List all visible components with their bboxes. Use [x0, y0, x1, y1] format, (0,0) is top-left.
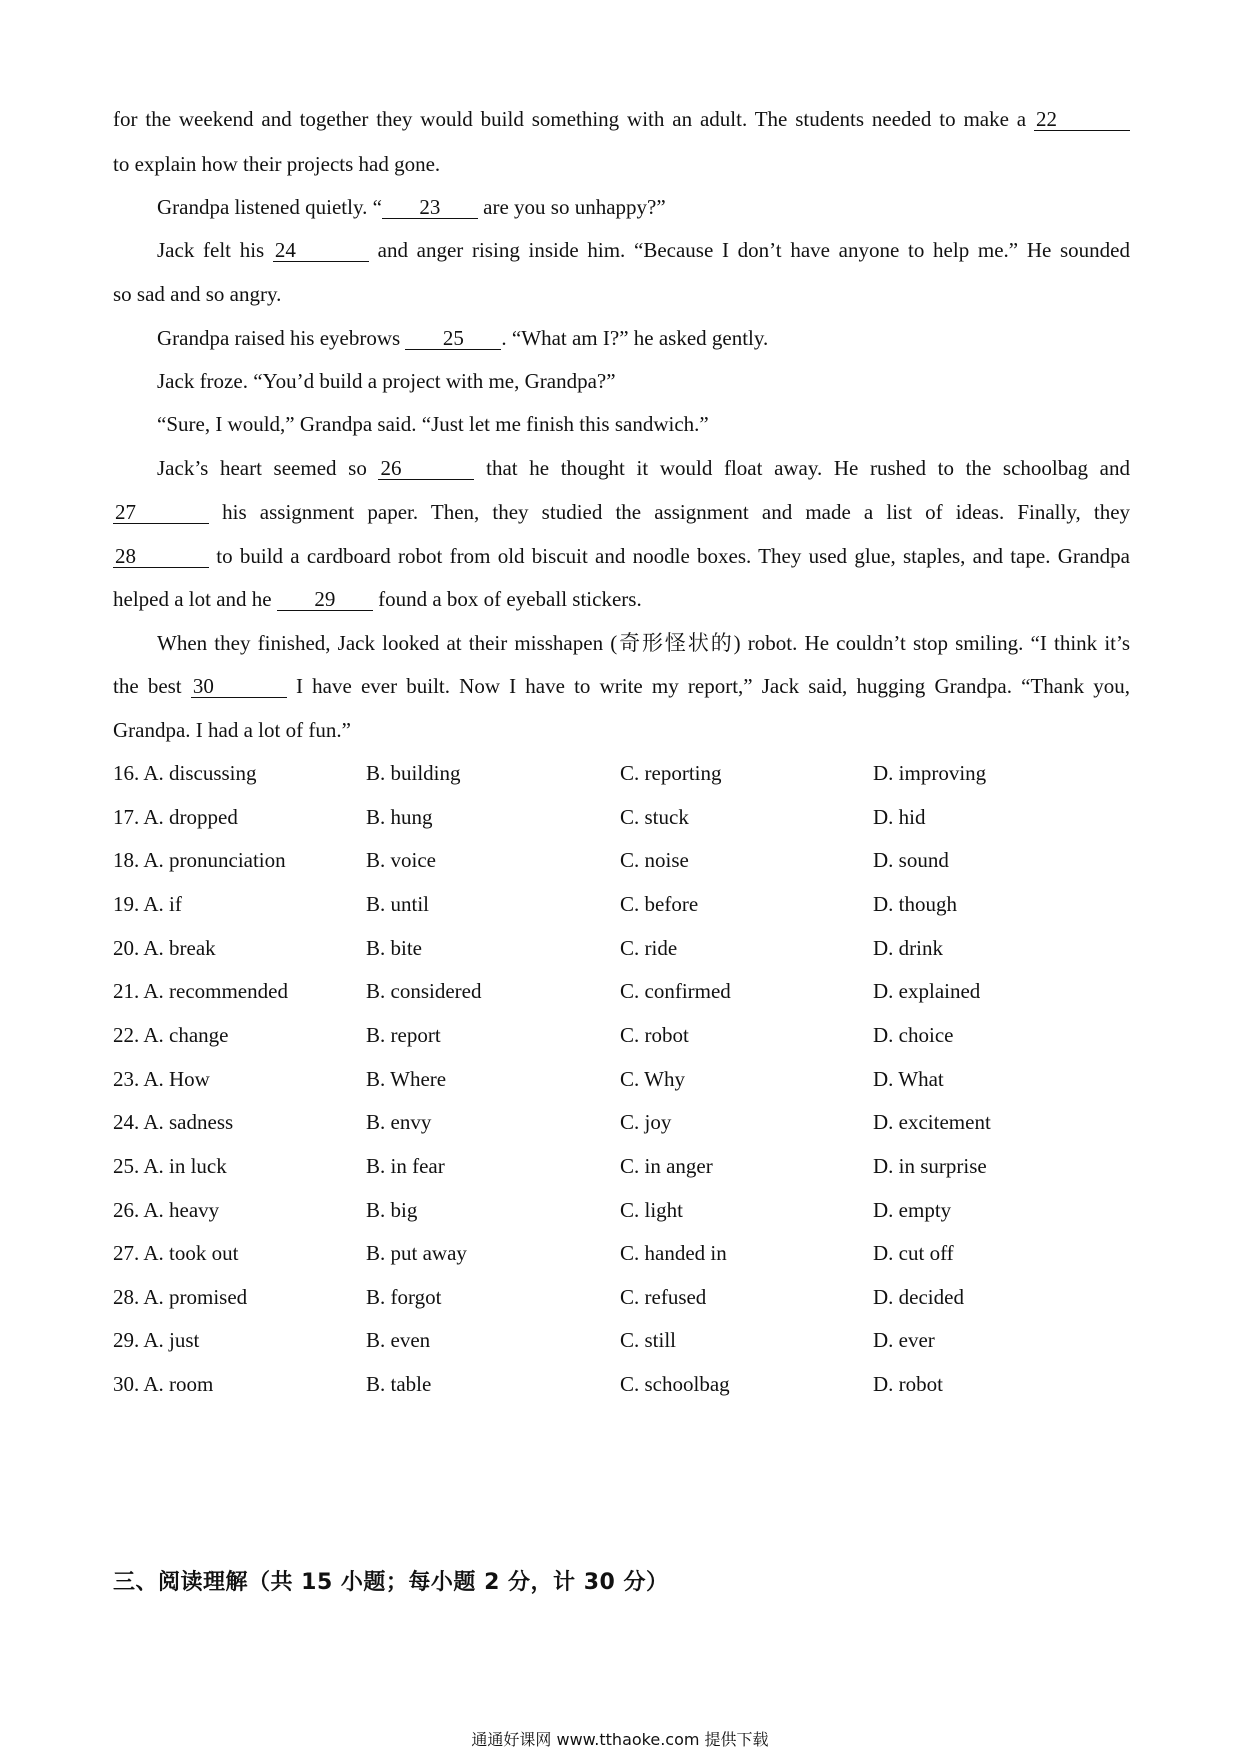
question-option-b: B. building	[366, 761, 461, 785]
passage-text: the best	[113, 674, 182, 698]
question-option-c: C. light	[620, 1198, 684, 1222]
passage-line	[113, 716, 1130, 744]
question-option-a: 21. A. recommended	[113, 979, 288, 1003]
question-row	[0, 1283, 1240, 1311]
question-row	[0, 803, 1240, 831]
question-option-b: B. put away	[366, 1241, 467, 1265]
question-option-a: 20. A. break	[113, 936, 216, 960]
question-row	[0, 1021, 1240, 1049]
passage-text: found a box of eyeball stickers.	[378, 587, 642, 611]
question-row	[0, 977, 1240, 1005]
blank-25: 25	[405, 327, 501, 350]
passage-line	[113, 585, 1130, 613]
question-option-c: C. confirmed	[620, 979, 731, 1003]
question-option-c: C. ride	[620, 936, 678, 960]
question-option-a: 19. A. if	[113, 892, 182, 916]
passage-text: his assignment paper. Then, they studied the assignment and made a list of ideas. Finally, they	[222, 500, 1131, 524]
question-option-b: B. Where	[366, 1067, 447, 1091]
blank-22: 22	[1034, 108, 1130, 131]
question-row	[0, 1370, 1240, 1398]
passage-text: for the weekend and together they would build something with an adult. The students needed to make a	[113, 107, 1027, 131]
question-option-d: D. empty	[873, 1198, 952, 1222]
question-option-a: 27. A. took out	[113, 1241, 239, 1265]
passage-line	[113, 280, 1130, 308]
passage-line	[157, 367, 1130, 395]
question-option-b: B. considered	[366, 979, 482, 1003]
passage-text: to build a cardboard robot from old biscuit and noodle boxes. They used glue, staples, and tape. Grandpa	[216, 544, 1130, 568]
question-row	[0, 1239, 1240, 1267]
passage-line	[157, 193, 1130, 221]
question-option-a: 23. A. How	[113, 1067, 210, 1091]
passage-text: I have ever built. Now I have to write my report,” Jack said, hugging Grandpa. “Thank you,	[296, 674, 1131, 698]
question-option-c: C. still	[620, 1328, 677, 1352]
passage-line	[157, 454, 1130, 482]
passage-text: to explain how their projects had gone.	[113, 152, 441, 176]
passage-text: Grandpa listened quietly. “	[157, 195, 382, 219]
passage-line	[113, 105, 1130, 133]
question-option-b: B. even	[366, 1328, 431, 1352]
page-footer: 通通好课网 www.tthaoke.com 提供下载	[471, 1730, 769, 1749]
question-option-c: C. Why	[620, 1067, 685, 1091]
passage-text: Grandpa. I had a lot of fun.”	[113, 718, 351, 742]
question-option-b: B. table	[366, 1372, 432, 1396]
question-option-a: 29. A. just	[113, 1328, 200, 1352]
passage-text: and anger rising inside him. “Because I don’t have anyone to help me.” He sounded	[377, 238, 1131, 262]
question-option-b: B. big	[366, 1198, 418, 1222]
question-option-d: D. hid	[873, 805, 926, 829]
question-option-c: C. noise	[620, 848, 689, 872]
question-option-c: C. joy	[620, 1110, 672, 1134]
passage-text: helped a lot and he	[113, 587, 272, 611]
passage-text: that he thought it would float away. He rushed to the schoolbag and	[486, 456, 1131, 480]
question-option-a: 18. A. pronunciation	[113, 848, 286, 872]
blank-29: 29	[277, 588, 373, 611]
question-option-a: 26. A. heavy	[113, 1198, 220, 1222]
question-option-c: C. robot	[620, 1023, 689, 1047]
blank-24: 24	[273, 239, 369, 262]
question-option-b: B. envy	[366, 1110, 432, 1134]
passage-text: Jack’s heart seemed so	[157, 456, 367, 480]
passage-line	[113, 150, 1130, 178]
question-row	[0, 890, 1240, 918]
passage-text: Jack felt his	[157, 238, 265, 262]
question-option-a: 30. A. room	[113, 1372, 214, 1396]
passage-line	[157, 410, 1130, 438]
passage-text: “Sure, I would,” Grandpa said. “Just let me finish this sandwich.”	[157, 412, 709, 436]
passage-text: . “What am I?” he asked gently.	[501, 326, 769, 350]
question-option-a: 22. A. change	[113, 1023, 229, 1047]
blank-23: 23	[382, 196, 478, 219]
question-option-c: C. in anger	[620, 1154, 713, 1178]
question-option-b: B. report	[366, 1023, 441, 1047]
question-option-d: D. though	[873, 892, 957, 916]
question-option-d: D. explained	[873, 979, 981, 1003]
passage-text: Jack froze. “You’d build a project with me, Grandpa?”	[157, 369, 616, 393]
question-row	[0, 846, 1240, 874]
question-option-d: D. choice	[873, 1023, 954, 1047]
section-heading: 三、阅读理解（共 15 小题；每小题 2 分，计 30 分）	[113, 1570, 669, 1595]
question-option-a: 16. A. discussing	[113, 761, 257, 785]
question-option-d: D. drink	[873, 936, 943, 960]
question-row	[0, 934, 1240, 962]
passage-text: Grandpa raised his eyebrows	[157, 326, 401, 350]
question-option-c: C. handed in	[620, 1241, 727, 1265]
blank-27: 27	[113, 501, 209, 524]
question-option-c: C. schoolbag	[620, 1372, 730, 1396]
passage-line	[157, 629, 1130, 657]
question-row	[0, 759, 1240, 787]
question-option-d: D. robot	[873, 1372, 943, 1396]
passage-text: are you so unhappy?”	[483, 195, 666, 219]
question-option-d: D. improving	[873, 761, 987, 785]
passage-text: so sad and so angry.	[113, 282, 282, 306]
question-option-a: 17. A. dropped	[113, 805, 238, 829]
question-option-b: B. bite	[366, 936, 422, 960]
question-option-c: C. refused	[620, 1285, 707, 1309]
question-option-b: B. forgot	[366, 1285, 442, 1309]
question-row	[0, 1108, 1240, 1136]
question-option-d: D. cut off	[873, 1241, 954, 1265]
question-option-b: B. until	[366, 892, 430, 916]
question-option-c: C. stuck	[620, 805, 689, 829]
question-option-d: D. ever	[873, 1328, 935, 1352]
question-option-d: D. decided	[873, 1285, 964, 1309]
question-option-d: D. sound	[873, 848, 949, 872]
blank-28: 28	[113, 545, 209, 568]
passage-line	[113, 672, 1130, 700]
blank-26: 26	[378, 457, 474, 480]
blank-30: 30	[191, 675, 287, 698]
passage-line	[157, 324, 1130, 352]
question-option-d: D. excitement	[873, 1110, 991, 1134]
passage-line	[113, 542, 1130, 570]
question-option-b: B. in fear	[366, 1154, 445, 1178]
question-option-a: 24. A. sadness	[113, 1110, 234, 1134]
passage-text: When they finished, Jack looked at their misshapen (奇形怪状的) robot. He couldn’t stop smiling. “I think it’s	[157, 631, 1130, 655]
question-option-a: 28. A. promised	[113, 1285, 248, 1309]
question-option-c: C. before	[620, 892, 699, 916]
question-option-d: D. in surprise	[873, 1154, 987, 1178]
question-option-b: B. voice	[366, 848, 436, 872]
question-row	[0, 1065, 1240, 1093]
question-option-d: D. What	[873, 1067, 944, 1091]
passage-line	[157, 236, 1130, 264]
question-option-a: 25. A. in luck	[113, 1154, 227, 1178]
question-row	[0, 1326, 1240, 1354]
passage-line	[113, 498, 1130, 526]
question-option-b: B. hung	[366, 805, 433, 829]
question-option-c: C. reporting	[620, 761, 722, 785]
question-row	[0, 1152, 1240, 1180]
question-row	[0, 1196, 1240, 1224]
